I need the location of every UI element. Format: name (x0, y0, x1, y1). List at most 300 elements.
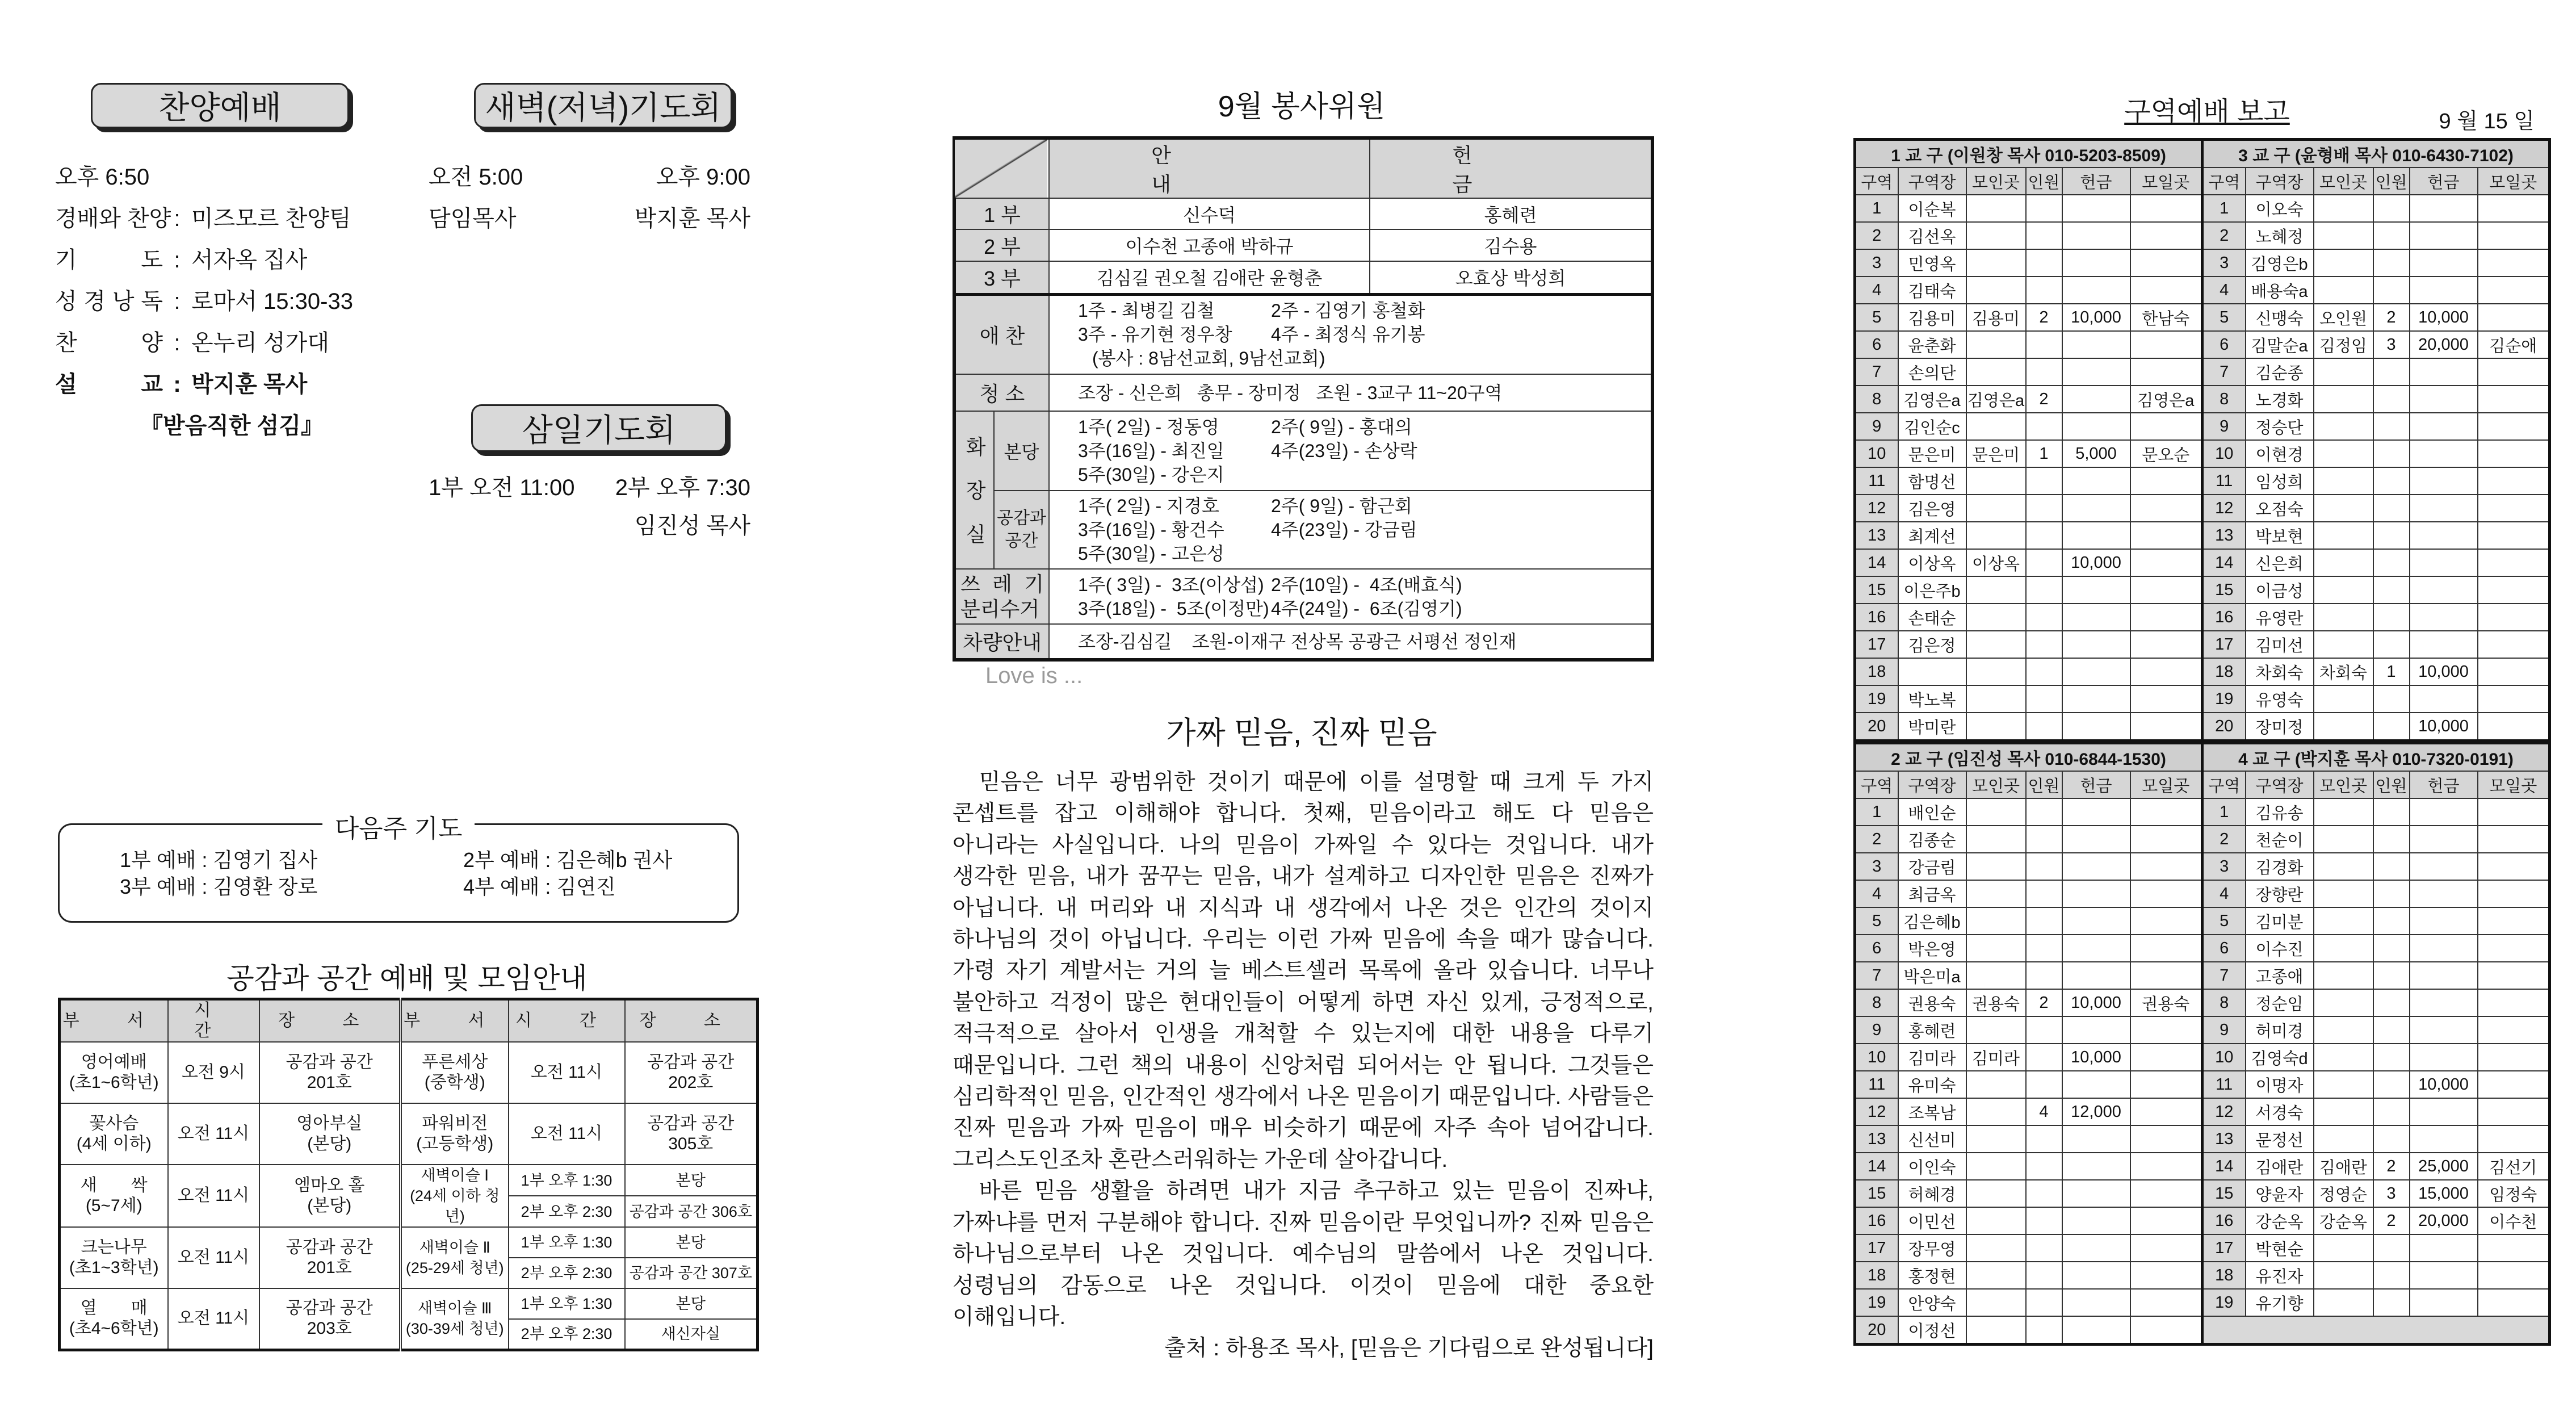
column-header: 인원 (2026, 771, 2062, 798)
guide-names: 김심길 권오철 김애란 윤형춘 (1049, 261, 1370, 294)
district-number: 18 (1855, 658, 1898, 685)
attendance (2373, 522, 2410, 549)
offering: 10,000 (2410, 658, 2478, 685)
gathered-at (1966, 685, 2026, 713)
leader: 김태숙 (1898, 277, 1966, 304)
offering (2062, 386, 2130, 413)
gathered-at (2314, 1044, 2373, 1071)
offering (2062, 358, 2130, 386)
dept-name: 꽃사슴 (89, 1114, 139, 1133)
next-meeting (2478, 1016, 2550, 1044)
district-title-row (2202, 743, 2550, 772)
table-row (2202, 798, 2550, 826)
attendance (2026, 249, 2062, 277)
session-place: 공감과 공간 307호 (625, 1258, 758, 1288)
column-header: 구역 (2202, 168, 2246, 195)
offering (2410, 1098, 2478, 1125)
table-row (2202, 386, 2550, 413)
next-meeting (2478, 631, 2550, 658)
time-cell (168, 1165, 259, 1227)
offering (2410, 549, 2478, 576)
column-header: 모일곳 (2130, 168, 2202, 195)
district-number: 4 (2202, 880, 2246, 907)
schedule-table (58, 998, 759, 1351)
gathered-at (1966, 907, 2026, 935)
offering (2410, 277, 2478, 304)
attendance (2026, 1180, 2062, 1207)
next-meeting (2130, 907, 2202, 935)
attendance (2026, 277, 2062, 304)
table-row (2202, 989, 2550, 1016)
attendance (2373, 467, 2410, 495)
leader: 안양숙 (1898, 1289, 1966, 1316)
next-meeting (2130, 826, 2202, 853)
offering: 10,000 (2062, 304, 2130, 331)
session-place: 본당 (625, 1165, 758, 1196)
district-header-row (1855, 771, 2202, 798)
district-number: 11 (2202, 467, 2246, 495)
leader: 이금성 (2246, 576, 2314, 604)
district-number: 4 (1855, 277, 1898, 304)
attendance (2373, 440, 2410, 467)
district-table (1853, 742, 2204, 1346)
district-number: 8 (1855, 386, 1898, 413)
attendance (2373, 195, 2410, 222)
time-cell (168, 1227, 259, 1288)
leader: 이은주b (1898, 576, 1966, 604)
offering: 25,000 (2410, 1153, 2478, 1180)
offering (2062, 935, 2130, 962)
next-meeting (2130, 1180, 2202, 1207)
offering (2062, 413, 2130, 440)
gathered-at: 김정임 (2314, 331, 2373, 358)
table-row (1855, 604, 2202, 631)
service-label: 3 부 (954, 261, 1049, 294)
colon: : (174, 206, 181, 231)
offering (2062, 826, 2130, 853)
leader: 김순종 (2246, 358, 2314, 386)
offering (2410, 1262, 2478, 1289)
time: 오전 11시 (177, 1186, 250, 1205)
district-number: 20 (2202, 713, 2246, 741)
district-number: 14 (2202, 549, 2246, 576)
table-row (1855, 249, 2202, 277)
district-table (2201, 138, 2551, 742)
meal-cell (1049, 294, 1652, 374)
district-number: 10 (1855, 1044, 1898, 1071)
offering: 20,000 (2410, 331, 2478, 358)
offering (2410, 1289, 2478, 1316)
next-meeting (2478, 685, 2550, 713)
session-time: 2부 오후 2:30 (509, 1196, 625, 1227)
dawn-prayer-heading: 새벽(저녁)기도회 (474, 83, 732, 128)
attendance: 2 (2373, 304, 2410, 331)
gathered-at (1966, 1234, 2026, 1262)
attendance (2373, 358, 2410, 386)
session-place: 공감과 공간 306호 (625, 1196, 758, 1227)
leader: 오점숙 (2246, 495, 2314, 522)
leader: 박은영 (1898, 935, 1966, 962)
district-number: 16 (2202, 604, 2246, 631)
offering: 10,000 (2410, 304, 2478, 331)
table-row (2202, 413, 2550, 440)
leader: 윤춘화 (1898, 331, 1966, 358)
leader: 김미선 (2246, 631, 2314, 658)
table-row (2202, 826, 2550, 853)
table-row (2202, 522, 2550, 549)
offering: 15,000 (2410, 1180, 2478, 1207)
district-number: 12 (2202, 495, 2246, 522)
district-number: 17 (1855, 631, 1898, 658)
district-number: 9 (2202, 1016, 2246, 1044)
next-meeting: 이수천 (2478, 1207, 2550, 1234)
colon: : (173, 372, 181, 397)
table-row (2202, 935, 2550, 962)
table-row (1855, 853, 2202, 880)
district-number: 12 (1855, 1098, 1898, 1125)
leader: 김영은a (1898, 386, 1966, 413)
gathered-at (1966, 604, 2026, 631)
second-session: 2부 오후 7:30 (615, 475, 750, 500)
gathered-at (1966, 195, 2026, 222)
restroom-duty: 3주(16일) - 최진일 (1078, 441, 1224, 461)
column-header: 모인곳 (1966, 168, 2026, 195)
dept-cell (401, 1042, 509, 1103)
next-meeting (2130, 1044, 2202, 1071)
leader: 김인순c (1898, 413, 1966, 440)
schedule-header: 장 소 (625, 999, 758, 1043)
attendance (2026, 1125, 2062, 1153)
district-number: 5 (1855, 907, 1898, 935)
gathered-at: 이상옥 (1966, 549, 2026, 576)
offering (2410, 467, 2478, 495)
time-cell (509, 1103, 625, 1165)
attendance (2373, 604, 2410, 631)
service-time: 오후 6:50 (55, 165, 150, 190)
dept-name: 파워비전 (422, 1114, 488, 1133)
offering (2062, 1316, 2130, 1345)
offering (2062, 631, 2130, 658)
table-row (1855, 440, 2202, 467)
offering (2062, 907, 2130, 935)
district-number: 7 (1855, 358, 1898, 386)
session-time: 2부 오후 2:30 (509, 1319, 625, 1350)
order-value: 미즈모르 찬양팀 (191, 206, 351, 231)
attendance: 2 (2026, 386, 2062, 413)
restroom-main-cell (1049, 411, 1652, 491)
place-name: 공감과 공간 (286, 1299, 373, 1318)
district-number: 15 (2202, 576, 2246, 604)
attendance (2373, 413, 2410, 440)
dept-sub: (4세 이하) (76, 1134, 152, 1153)
place-sub: (본당) (307, 1196, 352, 1215)
next-week-prayer-box (58, 815, 739, 923)
first-session: 1부 오전 11:00 (429, 475, 575, 500)
schedule-title: 공감과 공간 예배 및 모임안내 (226, 962, 588, 994)
prayer-item: 2부 예배 : 김은혜b 권사 (463, 848, 673, 872)
attendance (2026, 1016, 2062, 1044)
leader: 김미분 (2246, 907, 2314, 935)
gathered-at (2314, 358, 2373, 386)
attendance (2373, 880, 2410, 907)
place-name: 공감과 공간 (647, 1114, 735, 1133)
district-number: 12 (2202, 1098, 2246, 1125)
dept-name: 열 매 (80, 1299, 148, 1318)
table-row (2202, 1262, 2550, 1289)
leader: 김영숙d (2246, 1044, 2314, 1071)
leader: 배용숙a (2246, 277, 2314, 304)
attendance (2373, 935, 2410, 962)
attendance (2026, 658, 2062, 685)
offering (2410, 249, 2478, 277)
volunteers-title: 9월 봉사위원 (1218, 90, 1386, 123)
schedule-header-row (60, 999, 758, 1043)
cleaning-label: 청 소 (954, 374, 1049, 411)
colon: : (174, 330, 181, 355)
district-number: 20 (1855, 1316, 1898, 1345)
gathered-at (2314, 195, 2373, 222)
dept-sub: (고등학생) (416, 1134, 494, 1153)
order-item (55, 198, 353, 240)
next-meeting (2478, 277, 2550, 304)
offering (2410, 631, 2478, 658)
next-meeting (2130, 935, 2202, 962)
next-meeting (2130, 631, 2202, 658)
schedule-row (60, 1227, 758, 1258)
district-header-row (2202, 771, 2550, 798)
schedule-header: 부 서 (401, 999, 509, 1043)
offering (2410, 604, 2478, 631)
leader: 손태순 (1898, 604, 1966, 631)
leader: 장무영 (1898, 1234, 1966, 1262)
offering (2062, 880, 2130, 907)
next-meeting: 권용숙 (2130, 989, 2202, 1016)
leader: 문정선 (2246, 1125, 2314, 1153)
next-week-prayer-title-text: 다음주 기도 (322, 815, 475, 843)
leader: 박미란 (1898, 713, 1966, 741)
table-row (1855, 304, 2202, 331)
district-number: 1 (2202, 195, 2246, 222)
report-date: 9 월 15 일 (2439, 110, 2535, 133)
gathered-at (2314, 1234, 2373, 1262)
offering-names: 오효상 박성희 (1370, 261, 1652, 294)
recycling-duty: 3주(18일) - 5조(이정만) (1078, 598, 1269, 619)
prayer-item: 1부 예배 : 김영기 집사 (120, 848, 318, 872)
district-title-row (2202, 140, 2550, 168)
offering (2062, 685, 2130, 713)
dept-cell (401, 1165, 509, 1227)
district-number: 16 (2202, 1207, 2246, 1234)
attendance (2026, 1289, 2062, 1316)
column-header: 구역 (1855, 168, 1898, 195)
gathered-at: 김영은a (1966, 386, 2026, 413)
leader: 정순임 (2246, 989, 2314, 1016)
attendance (2373, 495, 2410, 522)
gathered-at (1966, 467, 2026, 495)
attendance (2026, 495, 2062, 522)
dawn-prayer-info (429, 157, 750, 240)
schedule-header: 부 서 (60, 999, 168, 1043)
district-number: 3 (1855, 853, 1898, 880)
table-row (1855, 1262, 2202, 1289)
service-label: 2 부 (954, 229, 1049, 261)
table-row (2202, 495, 2550, 522)
offering (2062, 962, 2130, 989)
gathered-at (1966, 1071, 2026, 1098)
leader: 허혜경 (1898, 1180, 1966, 1207)
district-number: 4 (2202, 277, 2246, 304)
place-name: 공감과 공간 (286, 1238, 373, 1257)
order-value: 서자옥 집사 (191, 248, 308, 273)
session-place: 본당 (625, 1227, 758, 1258)
dept-cell (60, 1165, 168, 1227)
attendance (2373, 798, 2410, 826)
leader: 노경화 (2246, 386, 2314, 413)
district-number: 20 (1855, 713, 1898, 741)
table-row (2202, 1125, 2550, 1153)
gathered-at (1966, 576, 2026, 604)
district-number: 1 (2202, 798, 2246, 826)
dept-sub: (초1~6학년) (69, 1073, 159, 1092)
leader: 함명선 (1898, 467, 1966, 495)
attendance: 3 (2373, 1180, 2410, 1207)
district-number: 18 (2202, 1262, 2246, 1289)
gathered-at: 김애란 (2314, 1153, 2373, 1180)
place-name: 영아부실 (296, 1114, 363, 1133)
district-number: 19 (2202, 685, 2246, 713)
district-number: 5 (1855, 304, 1898, 331)
attendance (2026, 1071, 2062, 1098)
leader: 장향란 (2246, 880, 2314, 907)
leader: 박현순 (2246, 1234, 2314, 1262)
gathered-at (2314, 277, 2373, 304)
next-meeting (2478, 222, 2550, 249)
attendance: 2 (2026, 304, 2062, 331)
table-row (1855, 549, 2202, 576)
gathered-at: 김미라 (1966, 1044, 2026, 1071)
next-meeting (2478, 304, 2550, 331)
schedule-header: 시 간 (509, 999, 625, 1043)
next-meeting (2478, 358, 2550, 386)
next-meeting (2130, 962, 2202, 989)
attendance: 1 (2373, 658, 2410, 685)
table-row (1855, 907, 2202, 935)
district-number: 9 (2202, 413, 2246, 440)
district-number: 19 (2202, 1289, 2246, 1316)
dept-cell (401, 1288, 509, 1350)
next-meeting (2478, 907, 2550, 935)
gathered-at: 김용미 (1966, 304, 2026, 331)
attendance: 3 (2373, 331, 2410, 358)
leader: 이명자 (2246, 1071, 2314, 1098)
leader: 차회숙 (2246, 658, 2314, 685)
offering (2062, 1016, 2130, 1044)
schedule-header: 시 간 (168, 999, 259, 1043)
leader: 김영은b (2246, 249, 2314, 277)
leader: 김용미 (1898, 304, 1966, 331)
offering (2062, 222, 2130, 249)
district-number: 10 (2202, 1044, 2246, 1071)
attendance (2373, 1098, 2410, 1125)
next-meeting: 임정숙 (2478, 1180, 2550, 1207)
article-title: 가짜 믿음, 진짜 믿음 (1166, 716, 1437, 750)
table-row (1855, 1098, 2202, 1125)
table-row (1855, 1234, 2202, 1262)
meal-label: 애 찬 (954, 294, 1049, 374)
table-row (1855, 713, 2202, 741)
place-sub: 201호 (307, 1258, 352, 1277)
meal-item: 1주 - 최병길 김철 (1078, 300, 1215, 321)
leader: 김선옥 (1898, 222, 1966, 249)
leader: 권용숙 (1898, 989, 1966, 1016)
table-row (1855, 658, 2202, 685)
offering (2410, 935, 2478, 962)
wednesday-prayer-info (429, 469, 750, 545)
table-row (1855, 880, 2202, 907)
table-row (2202, 549, 2550, 576)
offering (2062, 853, 2130, 880)
next-meeting (2130, 1071, 2202, 1098)
leader: 홍혜련 (1898, 1016, 1966, 1044)
column-header: 모인곳 (2314, 168, 2373, 195)
table-row (2202, 467, 2550, 495)
next-meeting (2478, 989, 2550, 1016)
next-meeting (2130, 658, 2202, 685)
place-name: 공감과 공간 (286, 1053, 373, 1071)
attendance (2373, 1125, 2410, 1153)
table-row (2202, 1016, 2550, 1044)
time-cell (168, 1288, 259, 1350)
next-meeting: 김선기 (2478, 1153, 2550, 1180)
dept-sub: (25-29세 청년) (405, 1259, 504, 1276)
praise-service-heading: 찬양예배 (91, 83, 349, 128)
attendance (2373, 962, 2410, 989)
district-number: 11 (1855, 467, 1898, 495)
dept-sub: (24세 이하 청년) (410, 1187, 500, 1225)
table-row (1855, 576, 2202, 604)
table-row (2202, 1044, 2550, 1071)
table-row (1855, 631, 2202, 658)
dept-sub: (5~7세) (85, 1196, 142, 1215)
offering (2410, 522, 2478, 549)
district-number: 18 (1855, 1262, 1898, 1289)
dept-cell (401, 1103, 509, 1165)
attendance (2373, 1016, 2410, 1044)
attendance: 4 (2026, 1098, 2062, 1125)
gathered-at (2314, 962, 2373, 989)
order-item (55, 240, 353, 281)
district-title: 4 교 구 (박지훈 목사 010-7320-0191) (2202, 743, 2550, 772)
time: 오전 11시 (530, 1063, 603, 1082)
attendance (2373, 1289, 2410, 1316)
offering (2410, 576, 2478, 604)
next-meeting (2478, 962, 2550, 989)
next-meeting (2130, 413, 2202, 440)
session-time: 1부 오후 1:30 (509, 1227, 625, 1258)
district-number: 14 (1855, 549, 1898, 576)
session-time: 1부 오후 1:30 (509, 1288, 625, 1319)
recycling-cell (1049, 569, 1652, 624)
column-header: 헌금 (2062, 771, 2130, 798)
dept-name: 크는나무 (81, 1238, 147, 1257)
recycling-duty: 1주( 3일) - 3조(이상섭) (1078, 574, 1264, 595)
leader: 강순옥 (2246, 1207, 2314, 1234)
offering: 5,000 (2062, 440, 2130, 467)
attendance (2373, 685, 2410, 713)
attendance (2026, 713, 2062, 741)
recycling-duty: 2주(10일) - 4조(배효식) (1271, 574, 1462, 595)
district-number: 9 (1855, 1016, 1898, 1044)
